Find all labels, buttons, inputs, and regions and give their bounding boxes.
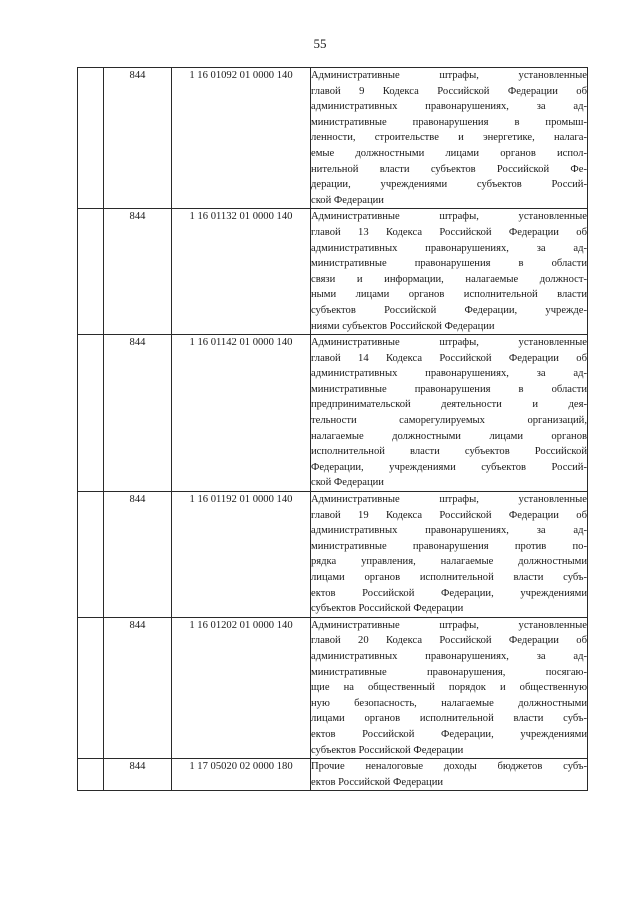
description-line: лицами органов исполнительной власти субъ-	[311, 713, 587, 725]
description-line: главой 13 Кодекса Российской Федерации об	[311, 226, 587, 238]
revenue-codes-table	[77, 67, 588, 791]
description-cell	[311, 759, 588, 791]
description-line: налагаемые должностными лицами органов	[311, 430, 587, 442]
description-line: субъектов Российской Федерации	[311, 744, 464, 756]
table-row	[78, 209, 588, 335]
description-line: Административные штрафы, установленные	[311, 70, 587, 81]
description-line: предпринимательской деятельности и дея-	[311, 399, 587, 411]
description-line: Прочие неналоговые доходы бюджетов субъ-	[311, 761, 587, 773]
description-cell	[311, 335, 588, 492]
blank-cell	[78, 759, 104, 791]
table-row	[78, 68, 588, 209]
description-line: ектов Российской Федерации	[311, 776, 444, 788]
table-row	[78, 335, 588, 492]
description-line: главой 19 Кодекса Российской Федерации об	[311, 509, 587, 521]
description-line: ную безопасность, налагаемые должностными	[311, 697, 587, 709]
description-line: Административные штрафы, установленные	[311, 337, 587, 349]
description-line: рядка управления, налагаемые должностными	[311, 556, 587, 568]
admin-code-cell: 844	[104, 209, 172, 335]
description-line: нительной власти субъектов Российской Фе-	[311, 163, 587, 175]
table-row	[78, 492, 588, 618]
blank-cell	[78, 68, 104, 209]
description-line: ектов Российской Федерации, учреждениями	[311, 587, 587, 599]
description-line: субъектов Российской Федерации	[311, 603, 464, 615]
budget-classification-code-cell: 1 16 01142 01 0000 140	[172, 335, 311, 492]
description-line: ектов Российской Федерации, учреждениями	[311, 728, 587, 740]
description-line: главой 14 Кодекса Российской Федерации об	[311, 352, 587, 364]
description-line: Федерации, учреждениями субъектов Россий-	[311, 461, 587, 473]
budget-classification-code-cell: 1 17 05020 02 0000 180	[172, 759, 311, 791]
description-line: министративные правонарушения в промыш-	[311, 116, 587, 128]
admin-code-cell: 844	[104, 68, 172, 209]
description-line: ской Федерации	[311, 477, 384, 489]
description-line: ными лицами органов исполнительной власти	[311, 289, 587, 301]
blank-cell	[78, 209, 104, 335]
description-line: тельности саморегулируемых организаций,	[311, 415, 587, 427]
description-line: административных правонарушениях, за ад-	[311, 101, 587, 113]
description-line: ленности, строительстве и энергетике, налага-	[311, 132, 587, 144]
description-line: емые должностными лицами органов испол-	[311, 147, 587, 159]
budget-classification-code-cell: 1 16 01132 01 0000 140	[172, 209, 311, 335]
description-line: ской Федерации	[311, 194, 384, 206]
admin-code-cell: 844	[104, 617, 172, 758]
description-line: министративные правонарушения в области	[311, 383, 587, 395]
page-number: 55	[313, 36, 327, 51]
admin-code-cell: 844	[104, 335, 172, 492]
description-line: щие на общественный порядок и общественную	[311, 682, 587, 694]
description-line: административных правонарушениях, за ад-	[311, 368, 587, 380]
description-line: административных правонарушениях, за ад-	[311, 242, 587, 254]
description-line: административных правонарушениях, за ад-	[311, 650, 587, 662]
description-line: субъектов Российской Федерации, учрежде-	[311, 304, 587, 316]
admin-code-cell: 844	[104, 492, 172, 618]
description-line: министративные правонарушения в области	[311, 258, 587, 270]
description-line: ниями субъектов Российской Федерации	[311, 320, 495, 332]
description-cell	[311, 492, 588, 618]
table-row	[78, 759, 588, 791]
description-line: исполнительной власти субъектов Российской	[311, 446, 587, 458]
description-line: министративные правонарушения против по-	[311, 540, 587, 552]
description-line: Административные штрафы, установленные	[311, 619, 587, 631]
description-line: Административные штрафы, установленные	[311, 211, 587, 223]
admin-code-cell: 844	[104, 759, 172, 791]
description-line: главой 9 Кодекса Российской Федерации об	[311, 85, 587, 97]
description-line: дерации, учреждениями субъектов Россий-	[311, 179, 587, 191]
description-line: министративные правонарушения, посягаю-	[311, 666, 587, 678]
blank-cell	[78, 492, 104, 618]
blank-cell	[78, 335, 104, 492]
description-line: Административные штрафы, установленные	[311, 494, 587, 506]
description-line: главой 20 Кодекса Российской Федерации об	[311, 635, 587, 647]
budget-classification-code-cell: 1 16 01192 01 0000 140	[172, 492, 311, 618]
blank-cell	[78, 617, 104, 758]
description-line: лицами органов исполнительной власти субъ-	[311, 572, 587, 583]
description-cell	[311, 209, 588, 335]
table-body	[78, 68, 588, 791]
budget-classification-code-cell: 1 16 01092 01 0000 140	[172, 68, 311, 209]
budget-classification-code-cell: 1 16 01202 01 0000 140	[172, 617, 311, 758]
description-line: связи и информации, налагаемые должност-	[311, 273, 587, 285]
table-row	[78, 617, 588, 758]
description-cell	[311, 617, 588, 758]
description-cell	[311, 68, 588, 209]
description-line: административных правонарушениях, за ад-	[311, 525, 587, 537]
